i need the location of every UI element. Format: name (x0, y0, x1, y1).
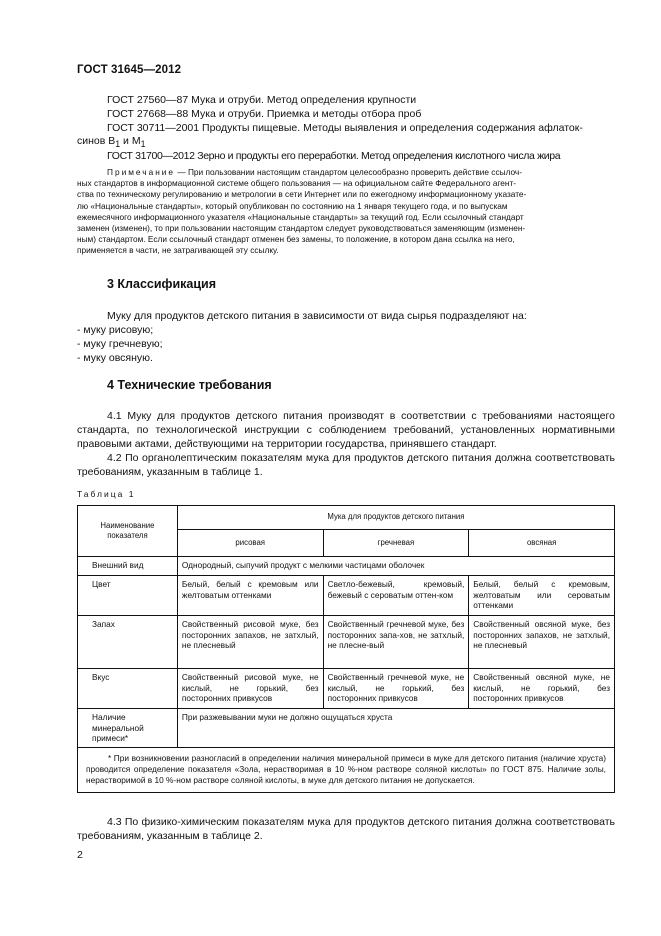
section-3-heading: 3 Классификация (107, 277, 217, 291)
paragraph-4-3: 4.3 По физико-химическим показателям мука для продуктов детского питания должна соответствовать требованиям, указанным в таблице 2. (77, 816, 615, 842)
reference-gost-30711-continued: синов $B_1$ и $M_1$ (77, 135, 146, 150)
mineral-value: При разжевывании муки не должно ощущаться хруста (177, 709, 614, 748)
document-header: ГОСТ 31645—2012 (77, 64, 182, 76)
page-number: 2 (77, 849, 83, 861)
row-label-appearance: Внешний вид (78, 557, 178, 576)
table-1-caption: Таблица 1 (77, 489, 136, 499)
reference-gost-27560: ГОСТ 27560—87 Мука и отруби. Метод определения крупности (107, 94, 417, 106)
classification-intro: Муку для продуктов детского питания в зависимости от вида сырья подразделяют на: (107, 310, 527, 322)
classification-item-buckwheat: - муку гречневую; (77, 338, 163, 350)
section-4-heading: 4 Технические требования (107, 378, 272, 392)
reference-gost-30711: ГОСТ 30711—2001 Продукты пищевые. Методы выявления и определения содержания афлаток- (107, 122, 583, 134)
table-1 (77, 505, 615, 793)
column-header-indicator: Наименование показателя (78, 506, 178, 557)
reference-gost-27668: ГОСТ 27668—88 Мука и отруби. Приемка и методы отбора проб (107, 108, 422, 120)
row-label-mineral: Наличие минеральной примеси* (78, 709, 178, 748)
subheader-buckwheat: гречневая (323, 530, 469, 557)
paragraph-4-2: 4.2 По органолептическим показателям мука для продуктов детского питания должна соответствовать требованиям, указанным в таблице 1. (77, 452, 615, 478)
subheader-rice: рисовая (177, 530, 323, 557)
taste-oat: Свойственный овсяной муке, не кислый, не горький, без посторонних привкусов (469, 669, 615, 709)
smell-buckwheat: Свойственный гречневой муке, без посторонних запа-хов, не затхлый, не плесне-вый (323, 616, 469, 669)
classification-item-oat: - муку овсяную. (77, 352, 153, 364)
note-label: Примечание (107, 167, 176, 177)
table-footnote: * При возникновении разногласий в определении наличия минеральной примеси в муке для детского питания (наличие хруста) проводится определение показателя «Зола, нерастворимая в 10 %-ном растворе соляной кислоты» по ГОСТ 875. Наличие золы, нерастворимой в 10 %-ном растворе соляной кислоты, в муке для детского питания не допускается. (78, 747, 615, 792)
color-oat: Белый, белый с кремовым, желтоватым или сероватым оттенками (469, 576, 615, 616)
standards-note: Примечание — При пользовании настоящим стандартом целесообразно проверить действие ссылоч- ных стандартов в информационной системе общего пользования — на официальном сайте Федерального агент- ства по техническому регулированию и метрологии в сети Интернет или по ежегодному информационному указате- лю «Национальные стандарты», который опубликован по состоянию на 1 января текущего года, и по выпускам ежемесячного информационного указателя «Национальные стандарты» за текущий год. Если ссылочный стандарт заменен (изменен), то при пользовании настоящим стандартом следует руководствоваться заменяющим (изменен- ным) стандартом. Если ссылочный стандарт отменен без замены, то положение, в котором дана ссылка на него, применяется в части, не затрагивающей эту ссылку. (77, 167, 527, 256)
paragraph-4-1: 4.1 Муку для продуктов детского питания производят в соответствии с требованиями настоящего стандарта, по технологической инструкции с соблюдением требований, установленных нормативными правовыми актами, действующими на территории государства, принявшего стандарт. (77, 410, 615, 450)
row-label-smell: Запах (78, 616, 178, 669)
smell-rice: Свойственный рисовой муке, без посторонних запахов, не затхлый, не плесневый (177, 616, 323, 669)
subheader-oat: овсяная (469, 530, 615, 557)
taste-rice: Свойственный рисовой муке, не кислый, не горький, без посторонних привкусов (177, 669, 323, 709)
reference-gost-31700: ГОСТ 31700—2012 Зерно и продукты его переработки. Метод определения кислотного числа жира (107, 150, 561, 162)
color-buckwheat: Светло-бежевый, кремовый, бежевый с сероватым оттен-ком (323, 576, 469, 616)
taste-buckwheat: Свойственный гречневой муке, не кислый, не горький, без посторонних привкусов (323, 669, 469, 709)
group-header-flour: Мука для продуктов детского питания (177, 506, 614, 530)
color-rice: Белый, белый с кремовым или желтоватым оттенками (177, 576, 323, 616)
classification-item-rice: - муку рисовую; (77, 324, 154, 336)
row-label-taste: Вкус (78, 669, 178, 709)
row-label-color: Цвет (78, 576, 178, 616)
appearance-value: Однородный, сыпучий продукт с мелкими частицами оболочек (177, 557, 614, 576)
smell-oat: Свойственный овсяной муке, без посторонних запахов, не затхлый, не плесневый (469, 616, 615, 669)
